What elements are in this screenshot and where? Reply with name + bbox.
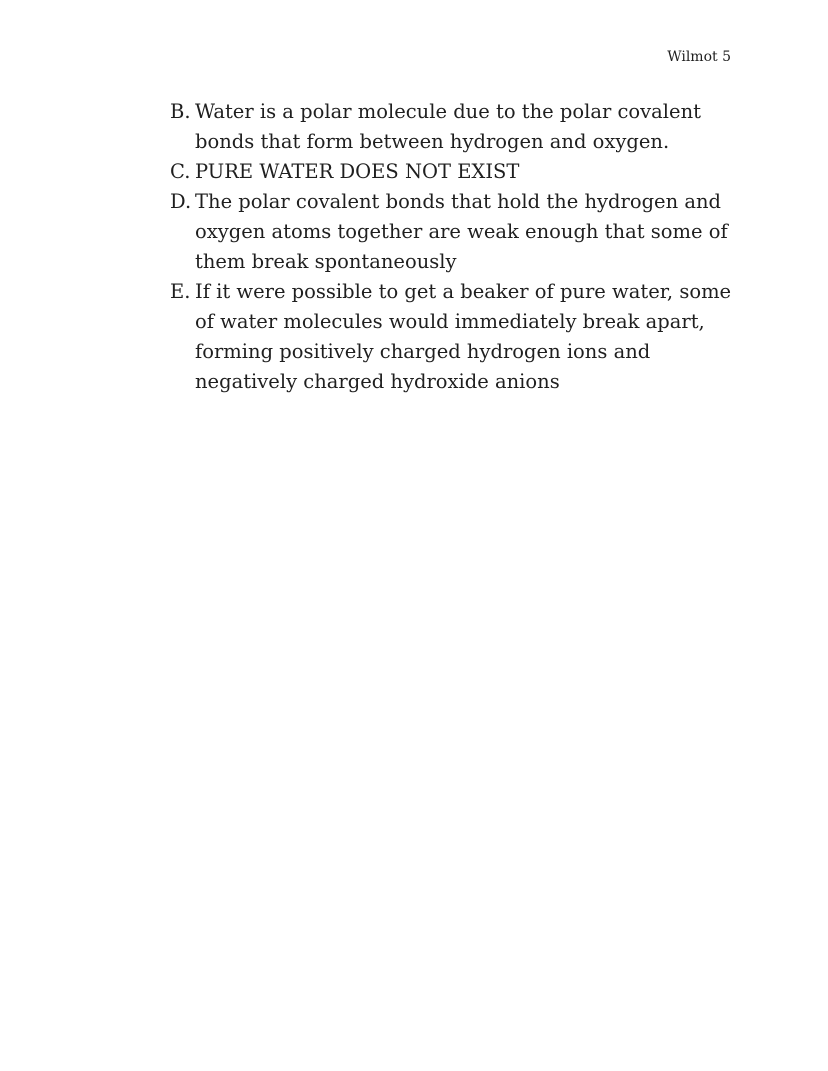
list-item-text: Water is a polar molecule due to the polar covalent bonds that form between hydrogen and oxygen.	[195, 100, 701, 153]
list-marker: D.	[170, 190, 192, 213]
list-marker: C.	[170, 160, 191, 183]
list-item-text: If it were possible to get a beaker of pure water, some of water molecules would immediately break apart, forming positively charged hydrogen ions and negatively charged hydroxide anions	[195, 280, 732, 393]
list-item	[170, 187, 745, 277]
list-item	[170, 277, 745, 397]
list-item	[170, 97, 745, 157]
list-item-text: The polar covalent bonds that hold the hydrogen and oxygen atoms together are weak enough that some of them break spontaneously	[195, 190, 728, 273]
list-marker: E.	[170, 280, 191, 303]
list-item	[170, 157, 745, 187]
list-marker: B.	[170, 100, 191, 123]
outline-list	[170, 97, 745, 397]
list-item-text: PURE WATER DOES NOT EXIST	[195, 160, 520, 183]
page-header: Wilmot 5	[667, 49, 731, 65]
